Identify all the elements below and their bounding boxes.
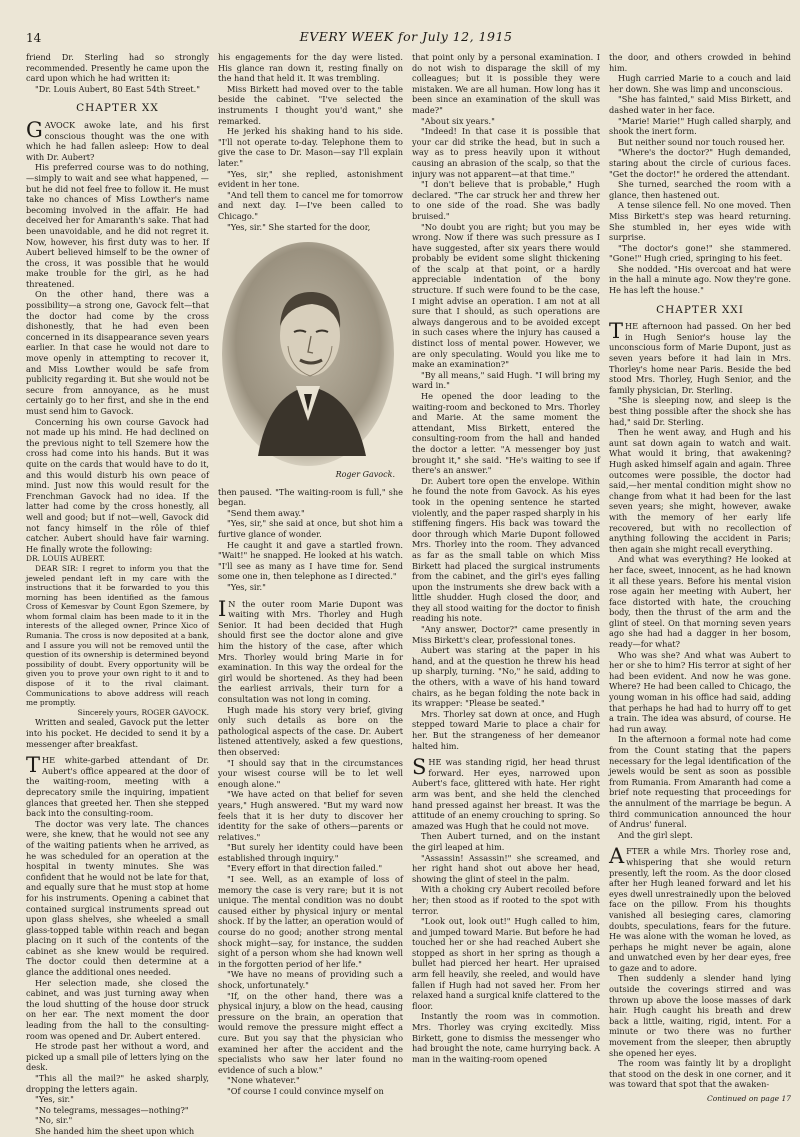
column-3 [412,52,600,1137]
paragraph: "Yes, sir." She started for the door, [227,221,371,232]
paragraph: He opened the door leading to the waiting-room and beckoned to Mrs. Thorley and Marie. At the same moment the attendant, Miss Birkett, entered the consulting-room from the hall and handed the doctor a letter. "A messenger boy just brought it," she said. "He's waiting to see if there's an answer." [412,391,600,476]
paragraph: "No, sir." [35,1115,73,1126]
paragraph: friend Dr. Sterling had so strongly recommended. Presently he came upon the card upon which he had written it: [26,52,209,84]
paragraph: "Assassin! Assassin!" she screamed, and her right hand shot out above her head, showing the glint of steel in the palm. [412,852,600,884]
paragraph: SHE was standing rigid, her head thrust forward. Her eyes, narrowed upon Aubert's face, glittered with hate. Her right arm was bent, and she held the clenched hand pressed against her breast. It was the attitude of an enemy crouching to spring. So amazed was Hugh that he could not move. [412,755,600,831]
paragraph: "Yes, sir," she said at once, but shot him a furtive glance of wonder. [218,518,403,540]
paragraph: "Yes, sir." [35,1094,74,1105]
letter-salutation: DR. LOUIS AUBERT. [26,554,105,564]
drop-cap: T [26,753,41,778]
paragraph: "And tell them to cancel me for tomorrow and next day. I—I've been called to Chicago." [218,189,403,221]
paragraph: "Every effort in that direction failed." [227,863,383,874]
paragraph: "About six years." [421,115,495,126]
letter-block [26,554,209,717]
paragraph: that point only by a personal examination. I do not wish to disparage the skill of my colleagues; but it is possible they were mistaken. We are all human. How long has it been since an examination of the skull was made?" [412,52,600,115]
drop-cap: A [609,844,625,869]
paragraph: Aubert was staring at the paper in his hand, and at the question he threw his head up sharply, turning. "No," he said, adding to the others, with a wave of his hand toward chairs, as he began folding the note back in its wrapper: "Please be seated." [412,645,600,709]
column-2 [218,52,403,1137]
paragraph: But neither sound nor touch roused her. [618,136,785,147]
paragraph: "Yes, sir," she replied, astonishment evident in her tone. [218,168,403,190]
portrait-illustration [218,236,396,468]
paragraph: In the afternoon a formal note had come from the Count stating that the papers necessary for the legal identification of the jewels would be sent as soon as possible from Rumania. From Amaranth had come a brief note requesting that proceedings for the annulment of the marriage be begun. A third communication announced the hour of Andrus' funeral. [609,734,791,830]
column-4 [609,52,791,1137]
paragraph: With a choking cry Aubert recoiled before her; then stood as if rooted to the spot with terror. [412,884,600,916]
paragraph: Hugh carried Marie to a couch and laid her down. She was limp and unconscious. [609,73,791,94]
paragraph: He caught it and gave a startled frown. "Wait!" he snapped. He looked at his watch. "I'll see as many as I have time for. Send some one in, then telephone as I directed." [218,539,403,582]
paragraph: "By all means," said Hugh. "I will bring my ward in." [412,369,600,391]
paragraph: Instantly the room was in commotion. Mrs. Thorley was crying excitedly. Miss Birkett, gone to dismiss the messenger who had brought the note, came hurrying back. A man in the waiting-room opened [412,1011,600,1064]
paragraph: Dr. Aubert tore open the envelope. Within he found the note from Gavock. As his eyes took in the opening sentence he started violently, and the paper rasped sharply in his stiffening fingers. His back was toward the door through which Marie Dupont followed Mrs. Thorley into the room. They advanced as far as the small table on which Miss Birkett had placed the surgical instruments from the cabinet, and the girl's eyes falling upon the instruments she drew back with a little shudder. Hugh closed the door, and they all stood waiting for the doctor to finish reading his note. [412,475,600,624]
paragraph: His preferred course was to do nothing, —simply to wait and see what happened, —but he did not feel free to follow it. He must take no chances of Miss Lowther's name becoming involved in the affair. He had deceived her for Amaranth's sake. That had been unavoidable, and he did not regret it. Now, however, his first duty was to her. If Aubert believed himself to be the owner of the cross, it was possible that he would make trouble for the girl, as he had threatened. [26,162,209,289]
chapter-heading-xxi: CHAPTER XXI [656,303,744,316]
paragraph: And what was everything? He looked at her face, sweet, innocent, as he had known it all these years. Before his mental vision rose again her meeting with Aubert, her face distorted with hate, the crouching body, then the thrust of the arm and the glint of steel. On that morning seven years ago she had had a dagger in her bosom, ready—for what? [609,554,791,650]
page-header [26,29,786,51]
paragraph: "I don't believe that is probable," Hugh declared. "The car struck her and threw her to one side of the road. She was badly bruised." [412,179,600,221]
paragraph: Then suddenly a slender hand lying outside the coverings stirred and was thrown up above the loose masses of dark hair. Hugh caught his breath and drew back a little, waiting, rigid, intent. For a minute or two there was no further movement from the sleeper, then abruptly she opened her eyes. [609,973,791,1058]
paragraph: "Any answer, Doctor?" came presently in Miss Birkett's clear, professional tones. [412,624,600,645]
paragraph: "No telegrams, messages—nothing?" [35,1104,189,1115]
paragraph: "I see. Well, as an example of loss of memory the case is very rare; but it is not unique. The mental condition was no doubt caused either by physical injury or mental shock. If by the latter, an operation would of course do no good; another strong mental shock might—say, for instance, the sudden sight of a person whom she had known well in the forgotten period of her life." [218,874,403,969]
paragraph: "Look out, look out!" Hugh called to him, and jumped toward Marie. But before he had touched her or she had reached Aubert she stopped as short in her spring as though a bullet had pierced her heart. Her upraised arm fell heavily, she reeled, and would have fallen if Hugh had not saved her. From her relaxed hand a surgical knife clattered to the floor. [412,916,600,1011]
paragraph: "Of course I could convince myself on [227,1085,384,1096]
paragraph: Written and sealed, Gavock put the letter into his pocket. He decided to send it by a messenger after breakfast. [26,717,209,749]
chapter-heading-xx: CHAPTER XX [76,102,159,115]
paragraph: "Send them away." [227,507,305,518]
paragraph: She nodded. "His overcoat and hat were in the hall a minute ago. Now they're gone. He has left the house." [609,263,791,296]
publication-title: EVERY WEEK for July 12, 1915 [299,29,513,44]
paragraph: "Yes, sir." [227,582,266,593]
paragraph: He jerked his shaking hand to his side. "I'll not operate to-day. Telephone them to give the case to Dr. Mason—say I'll explain later." [218,126,403,168]
paragraph: "She is sleeping now, and sleep is the best thing possible after the shock she has had," said Dr. Sterling. [609,395,791,427]
paragraph: "Indeed! In that case it is possible that your car did strike the head, but in such a way as to press heavily upon it without causing an abrasion of the scalp, so that the injury was not apparent—at that time." [412,126,600,179]
paragraph: The doctor was very late. The chances were, she knew, that he would not see any of the waiting patients when he arrived, as he was scheduled for an operation at the hospital in twenty minutes. She was confident that he would not be late for that, and equally sure that he must stop at home for his instruments. Opening a cabinet that contained surgical instruments spread out upon glass shelves, she wheeled a small glass-topped table within reach and began placing on it such of the contents of the cabinet as she knew would be required. The doctor could then determine at a glance the additional ones needed. [26,818,209,978]
column-1 [26,52,209,1137]
paragraph: "No doubt you are right; but you may be wrong. Now if there was such pressure as I have suggested, after six years there would probably be evident some slight thickening of the scalp at that point, or a hardly appreciable indentation of the bony structure. If such were found to be the case, I might advise an operation. I am not at all sure that I should, as such operations are always dangerous and to be avoided except in such cases where the injury has caused a distinct loss of mental power. However, we are only speculating. Would you like me to make an examination?" [412,221,600,370]
paragraph: I N the outer room Marie Dupont was waiting with Mrs. Thorley and Hugh Senior. It had been decided that Hugh should first see the doctor alone and give him the history of the case, after which Mrs. Thorley would bring Marie in for examination. In this way the ordeal for the girl would be shortened. As they had been the earliest arrivals, their turn for a consultation was not long in coming. [218,596,403,704]
paragraph: Who was she? And what was Aubert to her or she to him? His terror at sight of her had been evident. And now he was gone. Where? He had been called to Chicago, the young woman in his office had said, adding that perhaps he had had to hurry off to get a train. The idea was absurd, of course. He had run away. [609,649,791,734]
paragraph: "We have no means of providing such a shock, unfortunately." [218,969,403,990]
paragraph: He strode past her without a word, and picked up a small pile of letters lying on the desk. [26,1041,209,1073]
page-number: 14 [26,31,42,45]
paragraph: Her selection made, she closed the cabinet, and was just turning away when the loud shutting of the house door struck on her ear. The next moment the door leading from the hall to the consulting-room was opened and Dr. Aubert entered. [26,977,209,1041]
paragraph: "I should say that in the circumstances your wisest course will be to let well enough alone." [218,757,403,789]
drop-cap: T [609,319,624,344]
paragraph: "This all the mail?" he asked sharply, dropping the letters again. [26,1073,209,1094]
paragraph: GAVOCK awoke late, and his first conscious thought was the one with which he had fallen asleep: How to deal with Dr. Aubert? [26,117,209,162]
letter-signoff: Sincerely yours, ROGER GAVOCK. [77,707,209,717]
article-columns [26,52,792,1136]
paragraph: Mrs. Thorley sat down at once, and Hugh stepped toward Marie to place a chair for her. But the strangeness of her demeanor halted him. [412,708,600,751]
paragraph: The room was faintly lit by a droplight that stood on the desk in one corner, and it was toward that spot that the awaken- [609,1058,791,1090]
paragraph: Concerning his own course Gavock had not made up his mind. He had declined on the previous night to tell Szemere how the cross had come into his hands. But it was quite on the cards that would have to do it, and this would disturb his own peace of mind. Just now this would result for the Frenchman Gavock had no idea. If the latter had come by the cross honestly, all well and good; but if not—well, Gavock did not fancy himself in the rôle of thief catcher. Aubert should have fair warning. He finally wrote the following: [26,416,209,554]
drop-cap: G [26,117,43,142]
paragraph: Hugh made his story very brief, giving only such details as bore on the pathological aspects of the case. Dr. Aubert listened attentively, asked a few questions, then observed: [218,704,403,757]
drop-cap: I [218,596,227,621]
drop-cap: S [412,755,427,780]
paragraph: THE white-garbed attendant of Dr. Aubert's office appeared at the door of the waiting-room, meeting with a deprecatory smile the inquiring, impatient glances that greeted her. Then she stepped back into the consulting-room. [26,753,209,819]
paragraph: "But surely her identity could have been established through inquiry." [218,842,403,863]
paragraph: THE afternoon had passed. On her bed in Hugh Senior's house lay the unconscious form of Marie Dupont, just as seven years before it had lain in Mrs. Thorley's home near Paris. Beside the bed stood Mrs. Thorley, Hugh Senior, and the family physician, Dr. Sterling. [609,319,791,395]
paragraph: She turned, searched the room with a glance, then hastened out. [609,179,791,200]
paragraph: "She has fainted," said Miss Birkett, and dashed water in her face. [609,94,791,115]
paragraph: then paused. "The waiting-room is full," she began. [218,486,403,508]
paragraph: She handed him the sheet upon which [35,1125,195,1136]
paragraph: "The doctor's gone!" she stammered. "Gone!" Hugh cried, springing to his feet. [609,242,791,264]
paragraph: "None whatever." [227,1075,300,1086]
paragraph: "Marie! Marie!" Hugh called sharply, and shook the inert form. [609,115,791,137]
paragraph: A tense silence fell. No one moved. Then Miss Birkett's step was heard returning. She stumbled in, her eyes wide with surprise. [609,200,791,243]
portrait-caption: Roger Gavock. [335,470,395,480]
continued-note: Continued on page 17 [707,1094,791,1103]
paragraph: On the other hand, there was a possibility—a strong one, Gavock felt—that the doctor had come by the cross dishonestly, that he had even been concerned in its disappearance seven years earlier. In that case he would not dare to move openly in attempting to recover it, and Miss Lowther would be safe from publicity regarding it. But she would not be secure from annoyance, as he must certainly go to her first, and she in the end must send him to Gavock. [26,289,209,416]
paragraph: "We have acted on that belief for seven years," Hugh answered. "But my ward now feels that it is her duty to discover her identity for the sake of others—parents or relatives." [218,789,403,842]
paragraph: the door, and others crowded in behind him. [609,52,791,73]
paragraph: Then Aubert turned, and on the instant the girl leaped at him. [412,831,600,852]
paragraph: "Dr. Louis Aubert, 80 East 54th Street." [35,83,201,94]
paragraph: "Where's the doctor?" Hugh demanded, staring about the circle of curious faces. "Get the doctor!" he ordered the attendant. [609,147,791,179]
paragraph: his engagements for the day were listed. His glance ran down it, resting finally on the hand that held it. It was trembling. [218,52,403,84]
paragraph: "If, on the other hand, there was a physical injury, a blow on the head, causing pressure on the brain, an operation that would remove the pressure might effect a cure. But you say that the physician who examined her after the accident and the specialists who saw her later found no evidence of such a blow." [218,990,403,1075]
paragraph: Then he went away, and Hugh and his aunt sat down again to watch and wait. What would it bring, that awakening? Hugh asked himself again and again. Three outcomes were possible, the doctor had said,—her mental condition might show no change from what it had been for the last seven years; she might, however, awake with the memory of her early life recovered, but with no recollection of anything following the accident in Paris; then again she might recall everything. [609,427,791,554]
letter-body: DEAR SIR: I regret to inform you that the jeweled pendant left in my care with the instructions that it be forwarded to you this morning has been identified as the famous Cross of Kemesvar by Count Egon Szemere, by whom formal claim has been made to it in the interests of the alleged owner, Prince Xico of Rumania. The cross is now deposited at a bank, and I assure you will not be removed until the question of its ownership is determined beyond possibility of doubt. Every opportunity will be given you to prove your own right to it and to dispose of it to the rival claimant. Communications to above address will reach me promptly. [26,563,209,708]
paragraph: Miss Birkett had moved over to the table beside the cabinet. "I've selected the instruments I thought you'd want," she remarked. [218,83,403,126]
paragraph: AFTER a while Mrs. Thorley rose and, whispering that she would return presently, left the room. As the door closed after her Hugh leaned forward and let his eyes dwell unrestrainedly upon the beloved face on the pillow. From his thoughts vanished all besieging cares, clamoring doubts, speculations, fears for the future. He was alone with the woman he loved, as perhaps he might never be again, alone and unwatched even by her dear eyes, free to gaze and to adore. [609,844,791,973]
paragraph: And the girl slept. [618,829,693,840]
